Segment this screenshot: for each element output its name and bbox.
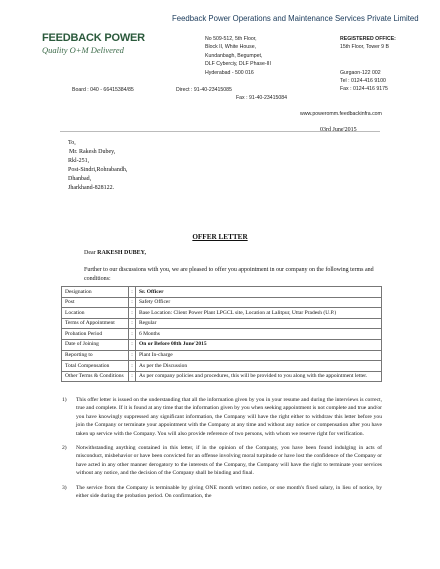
registered-line: Gurgaon-122 002 [340,69,381,76]
term-value: On or Before 08th June'2015 [136,339,382,350]
address-line: Kundanbagh, Begumpet, [205,52,263,59]
terms-row [62,308,382,319]
term-label: Terms of Appointment [62,318,129,329]
condition-item [62,484,382,501]
condition-number: 1) [62,397,67,403]
fax-number: Fax : 91-40-23415084 [236,95,288,101]
recipient-address [68,139,127,194]
registered-line: 15th Floor, Tower 9 B [340,44,389,51]
registered-fax: Fax : 0124-416 9175 [340,86,388,93]
term-colon: : [129,318,136,329]
to-line: Jharkhand-828122. [68,185,115,192]
term-value: Sr. Officer [136,287,382,298]
condition-item [62,444,382,478]
registered-office [340,35,396,94]
salutation-prefix: Dear [84,250,98,256]
term-label: Designation [62,287,129,298]
term-colon: : [129,371,136,382]
term-label: Total Compensation [62,361,129,372]
website: www.poweromm.feedbackinfra.com [300,111,382,117]
terms-row [62,371,382,382]
terms-row [62,361,382,372]
term-colon: : [129,361,136,372]
address-line: No 509-512, 5th Floor, [205,36,257,42]
to-line: Rkl-251, [68,158,90,165]
condition-item [62,396,382,438]
condition-text: Notwithstanding anything contained in this letter, if in the opinion of the Company, you have been found indulging in acts of misconduct, misbehavior or have been convicted for an offense involving moral turpitude or have lost the confidence of the Company or have acted in any other manner derogatory to the interests of the Company, the Company will have the right to terminate your services without any notice, and the decision of the Company shall be binding and final. [76,445,382,477]
address-line: DLF Cyberciy, DLF Phase-III [205,61,271,68]
logo-tagline: Quality O+M Delivered [42,45,124,55]
term-value: As per the Discussion [136,361,382,372]
term-label: Post [62,297,129,308]
company-logo [42,32,145,62]
term-label: Probation Period [62,329,129,340]
address-line: Hyderabad - 500 016 [205,69,254,76]
term-colon: : [129,350,136,361]
condition-text: The service from the Company is terminable by giving ONE month written notice, or one month's fixed salary, in lieu of notice, by either side during the probation period. On confirmation, the [76,484,382,500]
term-value: 6 Months [136,329,382,340]
address-line: Block II, White House, [205,44,257,51]
term-value: Plant In-charge [136,350,382,361]
company-name: Feedback Power Operations and Maintenance Services Private Limited [172,14,419,23]
term-colon: : [129,329,136,340]
office-address [205,35,271,77]
term-colon: : [129,339,136,350]
terms-row [62,339,382,350]
letter-date: 03rd June'2015 [320,127,357,133]
logo-name: FEEDBACK POWER [42,32,145,44]
salutation [84,249,146,258]
terms-row [62,287,382,298]
registered-label: REGISTERED OFFICE: [340,36,396,42]
board-phone: Board : 040 - 66415384/85 [72,87,134,93]
terms-table [61,286,382,382]
registered-tel: Tel : 0124-416 9100 [340,78,386,84]
condition-number: 3) [62,484,67,491]
terms-row [62,350,382,361]
divider [60,131,380,132]
condition-number: 2) [62,445,67,452]
term-value: As per company policies and procedures, this will be provided to you along with the appointment letter. [136,371,382,382]
intro-paragraph: Further to our discussions with you, we are pleased to offer you appointment in our company on the following terms and conditions: [84,267,374,282]
to-line: To, [68,140,76,146]
term-label: Other Terms & Conditions [62,371,129,382]
condition-text: This offer letter is issued on the understanding that all the information given by you in your resume and during the interviews is correct, true and complete. If it is found at any time that the information given by you when seeking appointment is not complete and true and/or you have knowingly suppressed any significant information, the Company will have the right either to withdraw this letter before you join the Company or terminate your appointment with the Company at any time and without any notice or compensation after you have taken up service with the Company. You will also provide reference of two persons, with whom we reserve right for verification. [76,397,382,437]
terms-row [62,318,382,329]
salutation-name: RAKESH DUBEY, [97,250,146,256]
to-line: Post-Sindri,Rohrabandh, [68,167,128,174]
term-value: Regular [136,318,382,329]
term-label: Reporting to [62,350,129,361]
term-value: Safety Officer [136,297,382,308]
direct-phone: Direct : 91-40-23415085 [176,87,232,93]
to-line: Dhanbad, [68,176,92,183]
terms-row [62,297,382,308]
term-label: Location [62,308,129,319]
term-label: Date of Joining [62,339,129,350]
letter-title: OFFER LETTER [192,233,248,241]
term-colon: : [129,308,136,319]
term-value: Base Location: Client Power Plant LPGCL site, Location at Lalitpur, Uttar Pradesh (U.P.) [136,308,382,319]
term-colon: : [129,287,136,298]
term-colon: : [129,297,136,308]
conditions-list [62,396,382,506]
terms-row [62,329,382,340]
to-line: Mr. Rakesh Dubey, [69,149,116,156]
